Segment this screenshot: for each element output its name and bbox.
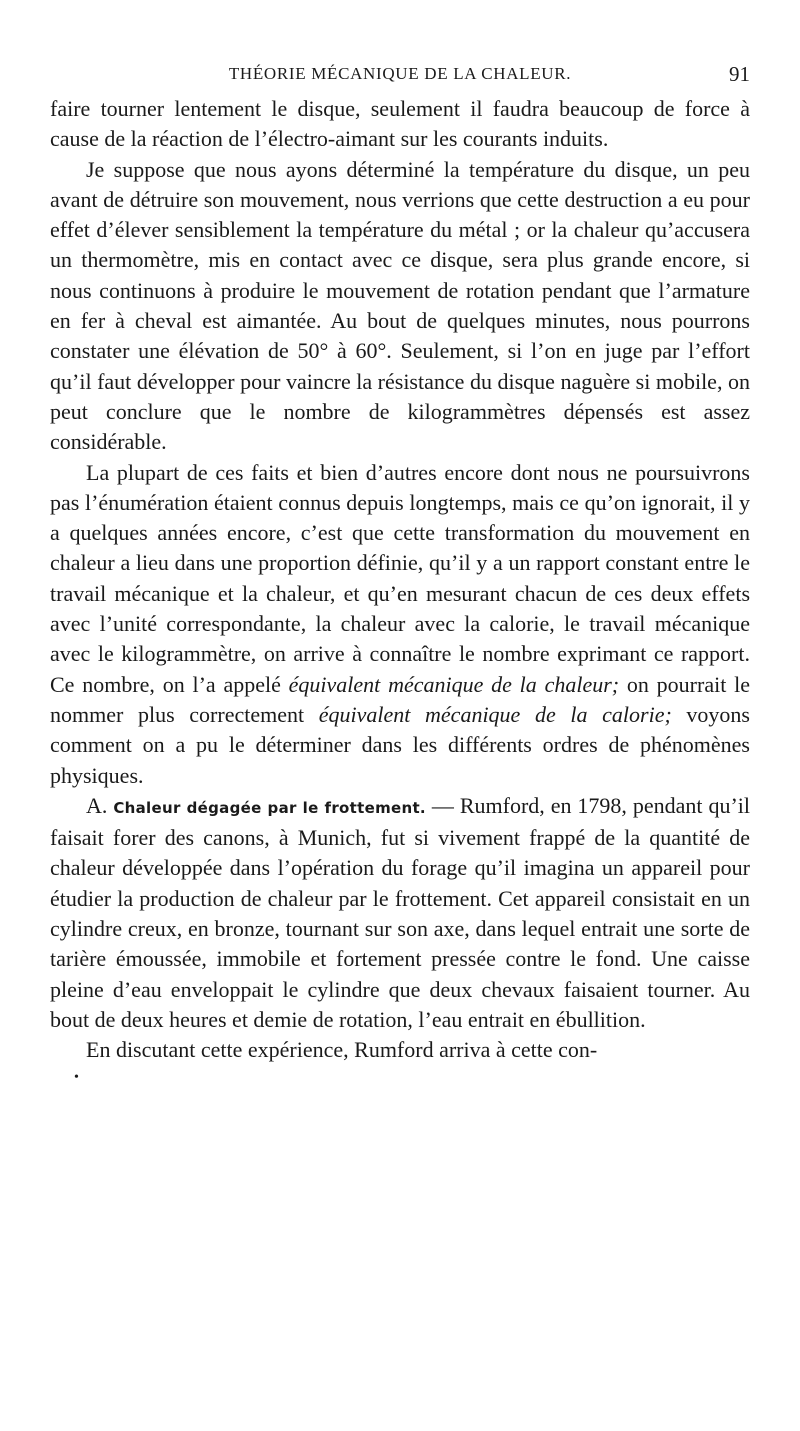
section-label: A.	[86, 792, 108, 818]
paragraph-1: faire tourner lentement le disque, seulement il faudra beaucoup de force à cause de la réaction de l’électro-aimant sur les courants induits.	[50, 96, 750, 152]
paragraph-5: En discutant cette expérience, Rumford arriva à cette con-	[86, 1037, 598, 1063]
running-head	[50, 62, 750, 94]
emphasis-equivalent-chaleur: équivalent mécanique de la chaleur;	[288, 671, 620, 697]
paragraph-4-text: — Rumford, en 1798, pendant qu’il faisait forer des canons, à Munich, fut si vivement frappé de la quantité de chaleur développée dans l’opération du forage qu’il imagina un appareil pour étudier la production de chaleur par le frottement. Cet appareil consistait en un cylindre creux, en bronze, tournant sur son axe, dans lequel entrait une sorte de tarière émoussée, immobile et fortement pressée contre le fond. Une caisse pleine d’eau enveloppait le cylindre que deux chevaux faisaient tourner. Au bout de deux heures et demie de rotation, l’eau entrait en ébullition.	[50, 792, 751, 1032]
paragraph-3	[50, 458, 750, 791]
section-heading: Chaleur dégagée par le frottement.	[113, 798, 426, 817]
paragraph-3-text-a: La plupart de ces faits et bien d’autres encore dont nous ne poursuivrons pas l’énumération étaient connus depuis longtemps, mais ce qu’on ignorait, il y a quelques années encore, c’est que cette transformation du mouvement en chaleur a lieu dans une proportion définie, qu’il y a un rapport constant entre le travail mécanique et la chaleur, et qu’en mesurant chacun de ces deux effets avec l’unité correspondante, la chaleur avec la calorie, le travail mécanique avec le kilogrammètre, on arrive à connaître le nombre exprimant ce rapport. Ce nombre, on l’a appelé	[50, 459, 750, 697]
book-page	[50, 62, 751, 1085]
emphasis-equivalent-calorie: équivalent mécanique de la calorie;	[318, 701, 672, 727]
paragraph-3-text-c: voyons comment on a pu le déterminer dans les différents ordres de phénomènes physiques.	[50, 701, 750, 788]
margin-mark: •	[74, 1069, 79, 1085]
paragraph-3-text-b: on pourrait le nommer plus correctement	[50, 671, 750, 727]
body-text	[50, 94, 751, 1085]
running-title: THÉORIE MÉCANIQUE DE LA CHALEUR.	[228, 64, 572, 83]
page-number: 91	[729, 62, 750, 86]
paragraph-2: Je suppose que nous ayons déterminé la température du disque, un peu avant de détruire son mouvement, nous verrions que cette destruction a eu pour effet d’élever sensiblement la température du métal ; or la chaleur qu’accusera un thermomètre, mis en contact avec ce disque, sera plus grande encore, si nous continuons à produire le mouvement de rotation pendant que l’armature en fer à cheval est aimantée. Au bout de quelques minutes, nous pourrons constater une élévation de 50° à 60°. Seulement, si l’on en juge par l’effort qu’il faut développer pour vaincre la résistance du disque naguère si mobile, on peut conclure que le nombre de kilogrammètres dépensés est assez considérable.	[50, 156, 750, 455]
